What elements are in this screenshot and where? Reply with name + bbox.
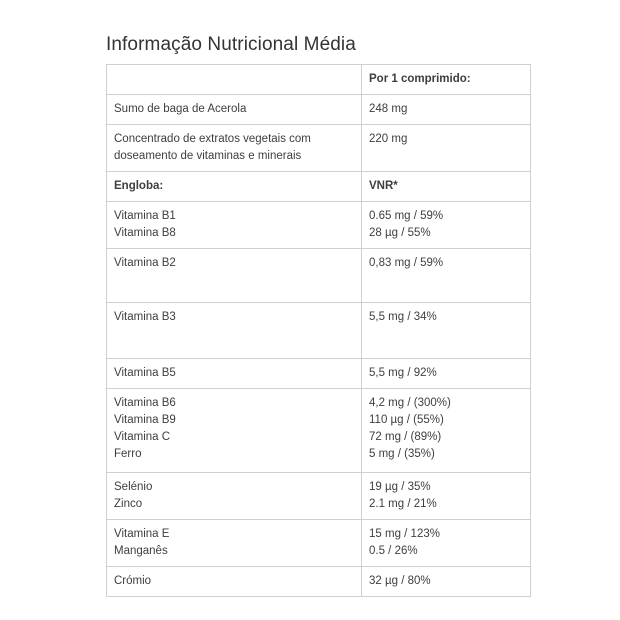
nutrient-value-cell	[362, 125, 531, 172]
nutrient-value: 4,2 mg / (300%)	[369, 397, 451, 409]
nutrient-name-cell	[107, 359, 362, 389]
nutrient-value: VNR*	[369, 180, 398, 192]
nutrient-value: 15 mg / 123%	[369, 528, 440, 540]
nutrition-table	[106, 64, 531, 597]
nutrient-value-cell	[362, 473, 531, 520]
nutrient-value: 28 µg / 55%	[369, 227, 431, 239]
nutrient-value: 5,5 mg / 92%	[369, 367, 437, 379]
nutrient-value: 110 µg / (55%)	[369, 414, 444, 426]
nutrient-name: Vitamina B3	[114, 311, 176, 323]
nutrient-value: 248 mg	[369, 103, 408, 115]
table-row	[107, 473, 531, 520]
nutrient-value: 0.5 / 26%	[369, 545, 418, 557]
nutrient-value-cell	[362, 389, 531, 473]
nutrient-name-cell	[107, 473, 362, 520]
nutrient-value-cell	[362, 520, 531, 567]
nutrient-name-cell	[107, 95, 362, 125]
nutrient-name: Ferro	[114, 448, 142, 460]
nutrient-name: Crómio	[114, 575, 152, 587]
table-header-row	[107, 65, 531, 95]
nutrient-name: doseamento de vitaminas e minerais	[114, 150, 302, 162]
nutrient-name: Vitamina B6	[114, 397, 176, 409]
nutrient-value: 220 mg	[369, 133, 408, 145]
nutrient-name: Manganês	[114, 545, 168, 557]
nutrient-name: Vitamina E	[114, 528, 170, 540]
nutrient-name: Sumo de baga de Acerola	[114, 103, 247, 115]
page-title: Informação Nutricional Média	[106, 34, 356, 55]
table-row	[107, 95, 531, 125]
table-row	[107, 389, 531, 473]
table-row	[107, 567, 531, 597]
nutrient-value-cell	[362, 95, 531, 125]
table-row	[107, 249, 531, 303]
nutrient-value: 5,5 mg / 34%	[369, 311, 437, 323]
nutrient-name-cell	[107, 567, 362, 597]
nutrient-name: Vitamina C	[114, 431, 171, 443]
nutrient-value-cell	[362, 202, 531, 249]
nutrient-name: Vitamina B5	[114, 367, 176, 379]
header-cell-left	[107, 65, 362, 95]
table-row	[107, 172, 531, 202]
nutrient-name: Vitamina B1	[114, 210, 176, 222]
nutrient-name: Vitamina B2	[114, 257, 176, 269]
nutrient-name-cell	[107, 202, 362, 249]
table-row	[107, 520, 531, 567]
nutrient-name-cell	[107, 303, 362, 359]
nutrient-value-cell	[362, 303, 531, 359]
nutrient-value: 0,83 mg / 59%	[369, 257, 444, 269]
nutrient-name: Vitamina B9	[114, 414, 176, 426]
nutrient-value-cell	[362, 359, 531, 389]
nutrient-value-cell	[362, 172, 531, 202]
table-row	[107, 125, 531, 172]
nutrition-table-body	[107, 65, 531, 597]
nutrient-name: Selénio	[114, 481, 153, 493]
nutrient-value: 0.65 mg / 59%	[369, 210, 444, 222]
nutrient-name-cell	[107, 249, 362, 303]
nutrient-name: Engloba:	[114, 180, 164, 192]
nutrient-value: 5 mg / (35%)	[369, 448, 435, 460]
header-cell-right: Por 1 comprimido:	[362, 65, 531, 95]
nutrient-name-cell	[107, 172, 362, 202]
nutrient-value: 72 mg / (89%)	[369, 431, 442, 443]
table-row	[107, 359, 531, 389]
nutrient-name-cell	[107, 125, 362, 172]
nutrient-value: 19 µg / 35%	[369, 481, 431, 493]
nutrient-name-cell	[107, 520, 362, 567]
nutrient-value: 2.1 mg / 21%	[369, 498, 437, 510]
table-row	[107, 202, 531, 249]
table-row	[107, 303, 531, 359]
nutrient-name: Zinco	[114, 498, 143, 510]
nutrient-value: 32 µg / 80%	[369, 575, 431, 587]
nutrient-value-cell	[362, 249, 531, 303]
nutrient-value-cell	[362, 567, 531, 597]
nutrient-name: Vitamina B8	[114, 227, 176, 239]
nutrient-name-cell	[107, 389, 362, 473]
nutrient-name: Concentrado de extratos vegetais com	[114, 133, 311, 145]
